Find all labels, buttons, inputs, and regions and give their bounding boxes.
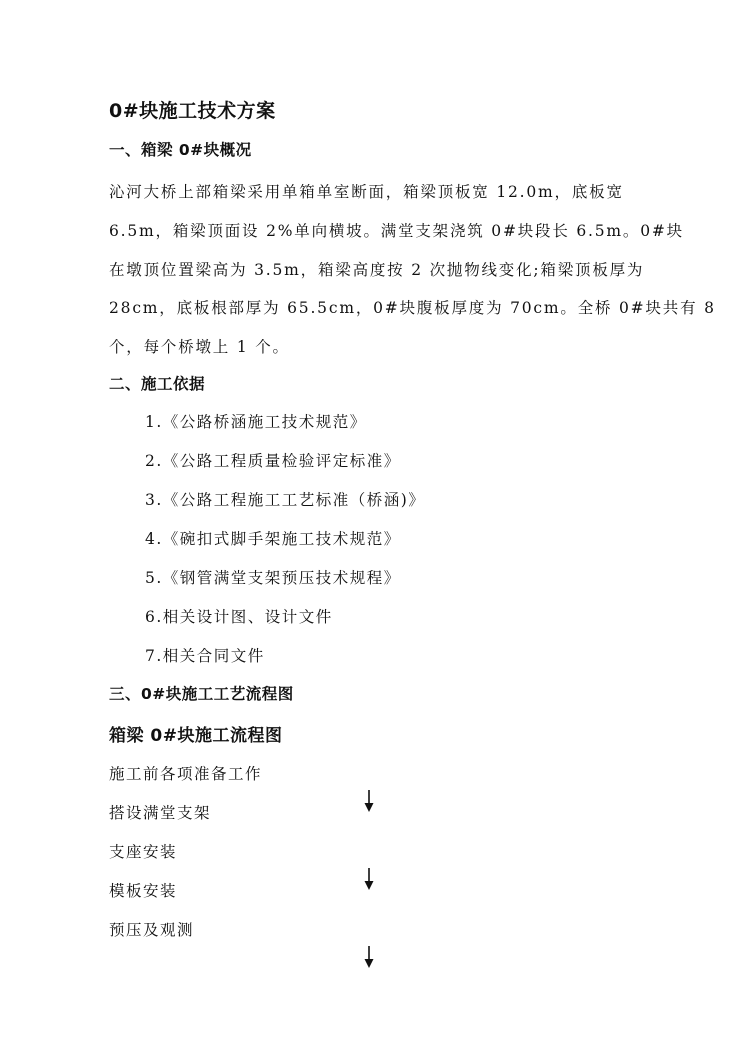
section-3-heading: 三、0#块施工工艺流程图 xyxy=(109,685,294,703)
flowchart-title: 箱梁 0#块施工流程图 xyxy=(109,726,283,746)
reference-item-4: 4.《碗扣式脚手架施工技术规范》 xyxy=(145,530,401,548)
paragraph-line: 6.5m，箱梁顶面设 2%单向横坡。满堂支架浇筑 0#块段长 6.5m。0#块 xyxy=(109,221,684,240)
reference-item-3: 3.《公路工程施工工艺标准（桥涵)》 xyxy=(145,491,426,509)
document-title: 0#块施工技术方案 xyxy=(109,100,276,122)
paragraph-line: 28cm，底板根部厚为 65.5cm，0#块腹板厚度为 70cm。全桥 0#块共有 8 xyxy=(109,299,716,318)
section-1-heading: 一、箱梁 0#块概况 xyxy=(109,141,252,159)
flow-step-scaffold: 搭设满堂支架 xyxy=(109,804,212,822)
down-arrow-icon xyxy=(363,867,375,891)
down-arrow-icon xyxy=(363,789,375,813)
paragraph-line: 个，每个桥墩上 1 个。 xyxy=(109,338,290,357)
paragraph-line: 在墩顶位置梁高为 3.5m，箱梁高度按 2 次抛物线变化;箱梁顶板厚为 xyxy=(109,260,645,279)
section-1-paragraph xyxy=(109,173,716,367)
reference-item-2: 2.《公路工程质量检验评定标准》 xyxy=(145,452,401,470)
down-arrow-icon xyxy=(363,945,375,969)
reference-item-6: 6.相关设计图、设计文件 xyxy=(145,608,333,626)
reference-item-5: 5.《钢管满堂支架预压技术规程》 xyxy=(145,569,401,587)
reference-item-7: 7.相关合同文件 xyxy=(145,647,265,665)
flow-step-preload: 预压及观测 xyxy=(109,921,195,939)
paragraph-line: 沁河大桥上部箱梁采用单箱单室断面，箱梁顶板宽 12.0m，底板宽 xyxy=(109,183,624,201)
flow-step-bearing: 支座安装 xyxy=(109,843,178,861)
flow-step-formwork: 模板安装 xyxy=(109,882,178,900)
section-2-heading: 二、施工依据 xyxy=(109,375,206,393)
flow-step-preparation: 施工前各项准备工作 xyxy=(109,765,263,783)
reference-item-1: 1.《公路桥涵施工技术规范》 xyxy=(145,413,367,431)
